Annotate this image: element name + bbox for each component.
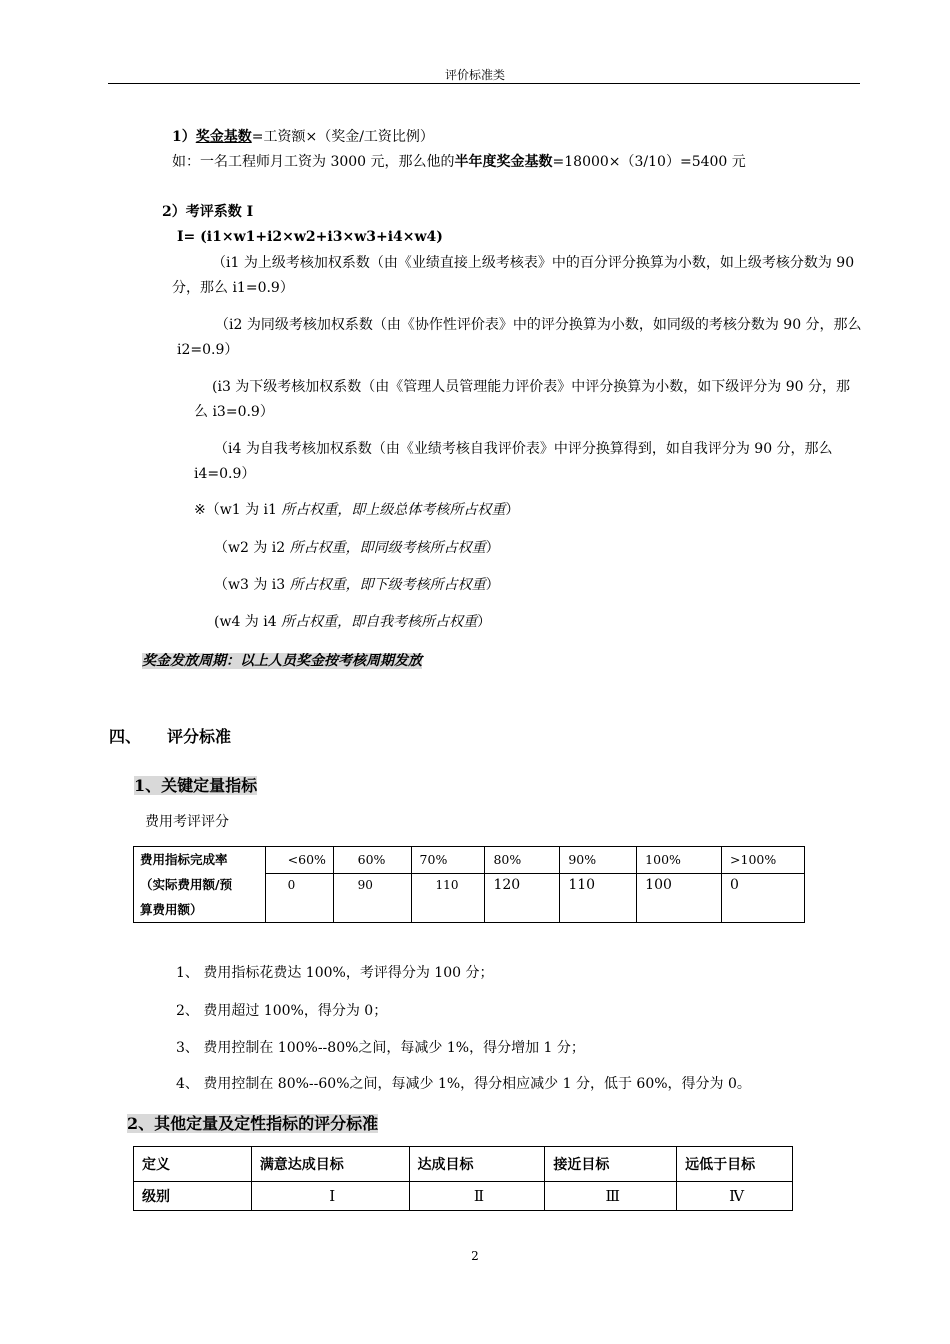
table2-level-cell: Ⅳ — [677, 1182, 793, 1211]
table-value-cell: 120 — [485, 874, 560, 923]
rule-item: 3、 费用控制在 100%--80%之间，每减少 1%，得分增加 1 分； — [176, 1040, 585, 1056]
table2-header-cell: 满意达成目标 — [251, 1147, 409, 1182]
page-number: 2 — [471, 1249, 479, 1263]
subsection1-caption: 费用考评评分 — [145, 814, 229, 830]
bonus-cycle-text: 奖金发放周期：以上人员奖金按考核周期发放 — [142, 653, 422, 669]
w3-suffix: ） — [485, 577, 500, 593]
w3-prefix: （w3 为 i3 — [214, 577, 290, 593]
table-value-cell: 110 — [411, 874, 485, 923]
w4-prefix: (w4 为 i4 — [214, 614, 282, 630]
table-value-cell: 110 — [560, 874, 637, 923]
i2-note: （i2 为同级考核加权系数（由《协作性评价表》中的评分换算为小数，如同级的考核分数为 90 分，那么 i2=0.9） — [177, 317, 862, 358]
bonus-example-pre: 如：一名工程师月工资为 3000 元，那么他的 — [172, 154, 455, 170]
table-header-cell: 70% — [411, 847, 485, 874]
table2-level-cell: Ⅱ — [409, 1182, 545, 1211]
w2-prefix: （w2 为 i2 — [214, 540, 290, 556]
bonus-example-rest: =18000×（3/10）=5400 元 — [552, 154, 746, 170]
page-header-title: 评价标准类 — [444, 68, 505, 82]
table2-header-cell: 接近目标 — [545, 1147, 677, 1182]
cost-metric-label-line2: （实际费用额/预 — [140, 877, 233, 892]
w3-italic: 所占权重，即下级考核所占权重 — [289, 577, 486, 593]
i3-note: (i3 为下级考核加权系数（由《管理人员管理能力评价表》中评分换算为小数，如下级评分为 90 分，那么 i3=0.9） — [194, 379, 851, 420]
table-header-cell: <60% — [265, 847, 333, 874]
coefficient-formula: I= (i1×w1+i2×w2+i3×w3+i4×w4) — [177, 229, 443, 245]
bonus-cycle — [142, 650, 422, 672]
table-header-cell: 60% — [333, 847, 411, 874]
w2-italic: 所占权重，即同级考核所占权重 — [289, 540, 486, 556]
rating-standard-table — [133, 1146, 793, 1211]
i1-note: （i1 为上级考核加权系数（由《业绩直接上级考核表》中的百分评分换算为小数，如上级考核分数为 90 分，那么 i1=0.9） — [172, 255, 855, 296]
header-divider — [108, 83, 860, 84]
w4-italic: 所占权重，即自我考核所占权重 — [281, 614, 478, 630]
table2-level-cell: Ⅲ — [545, 1182, 677, 1211]
w3-note — [214, 574, 500, 596]
w4-note — [214, 611, 491, 633]
table-header-cell: 80% — [485, 847, 560, 874]
subsection1-title — [134, 773, 257, 796]
w1-prefix: ※（w1 为 i1 — [194, 502, 282, 518]
rule-item: 4、 费用控制在 80%--60%之间，每减少 1%，得分相应减少 1 分，低于 60%，得分为 0。 — [176, 1076, 751, 1092]
cost-metric-label-line3: 算费用额） — [140, 902, 203, 917]
table-value-cell: 90 — [333, 874, 411, 923]
subsection2-title-text: 2、其他定量及定性指标的评分标准 — [127, 1114, 379, 1133]
subsection1-title-text: 1、关键定量指标 — [134, 776, 258, 795]
table-value-cell: 100 — [637, 874, 722, 923]
bonus-example-term: 半年度奖金基数 — [454, 154, 553, 170]
table2-level-label: 级别 — [134, 1182, 252, 1211]
w1-suffix: ） — [505, 502, 520, 518]
w1-note — [194, 499, 519, 521]
cost-metric-label — [134, 847, 266, 923]
table-header-cell: 100% — [637, 847, 722, 874]
table-value-cell: 0 — [265, 874, 333, 923]
section4-number: 四、 — [109, 727, 142, 746]
cost-score-table — [133, 846, 805, 923]
w2-note — [214, 537, 500, 559]
table2-header-cell: 定义 — [134, 1147, 252, 1182]
bonus-base-term: 奖金基数 — [195, 129, 252, 145]
table2-level-cell: Ⅰ — [251, 1182, 409, 1211]
w2-suffix: ） — [485, 540, 500, 556]
section4-title: 评分标准 — [167, 727, 232, 746]
table-header-cell: 90% — [560, 847, 637, 874]
table2-header-cell: 达成目标 — [409, 1147, 545, 1182]
table-value-cell: 0 — [722, 874, 805, 923]
cost-metric-label-line1: 费用指标完成率 — [140, 852, 228, 867]
bonus-base-rest: =工资额×（奖金/工资比例） — [251, 129, 434, 145]
table2-header-cell: 远低于目标 — [677, 1147, 793, 1182]
rule-item: 1、 费用指标花费达 100%，考评得分为 100 分； — [176, 965, 494, 981]
table-header-cell: >100% — [722, 847, 805, 874]
subsection2-title — [127, 1111, 378, 1134]
bonus-base-formula — [172, 126, 434, 148]
bonus-base-num: 1） — [172, 129, 196, 145]
bonus-base-example — [172, 151, 746, 173]
i4-note: （i4 为自我考核加权系数（由《业绩考核自我评价表》中评分换算得到，如自我评分为 90 分，那么 i4=0.9） — [194, 441, 833, 482]
coefficient-title: 2）考评系数 I — [162, 204, 254, 220]
w1-italic: 所占权重，即上级总体考核所占权重 — [281, 502, 506, 518]
rule-item: 2、 费用超过 100%，得分为 0； — [176, 1003, 388, 1019]
w4-suffix: ） — [477, 614, 492, 630]
